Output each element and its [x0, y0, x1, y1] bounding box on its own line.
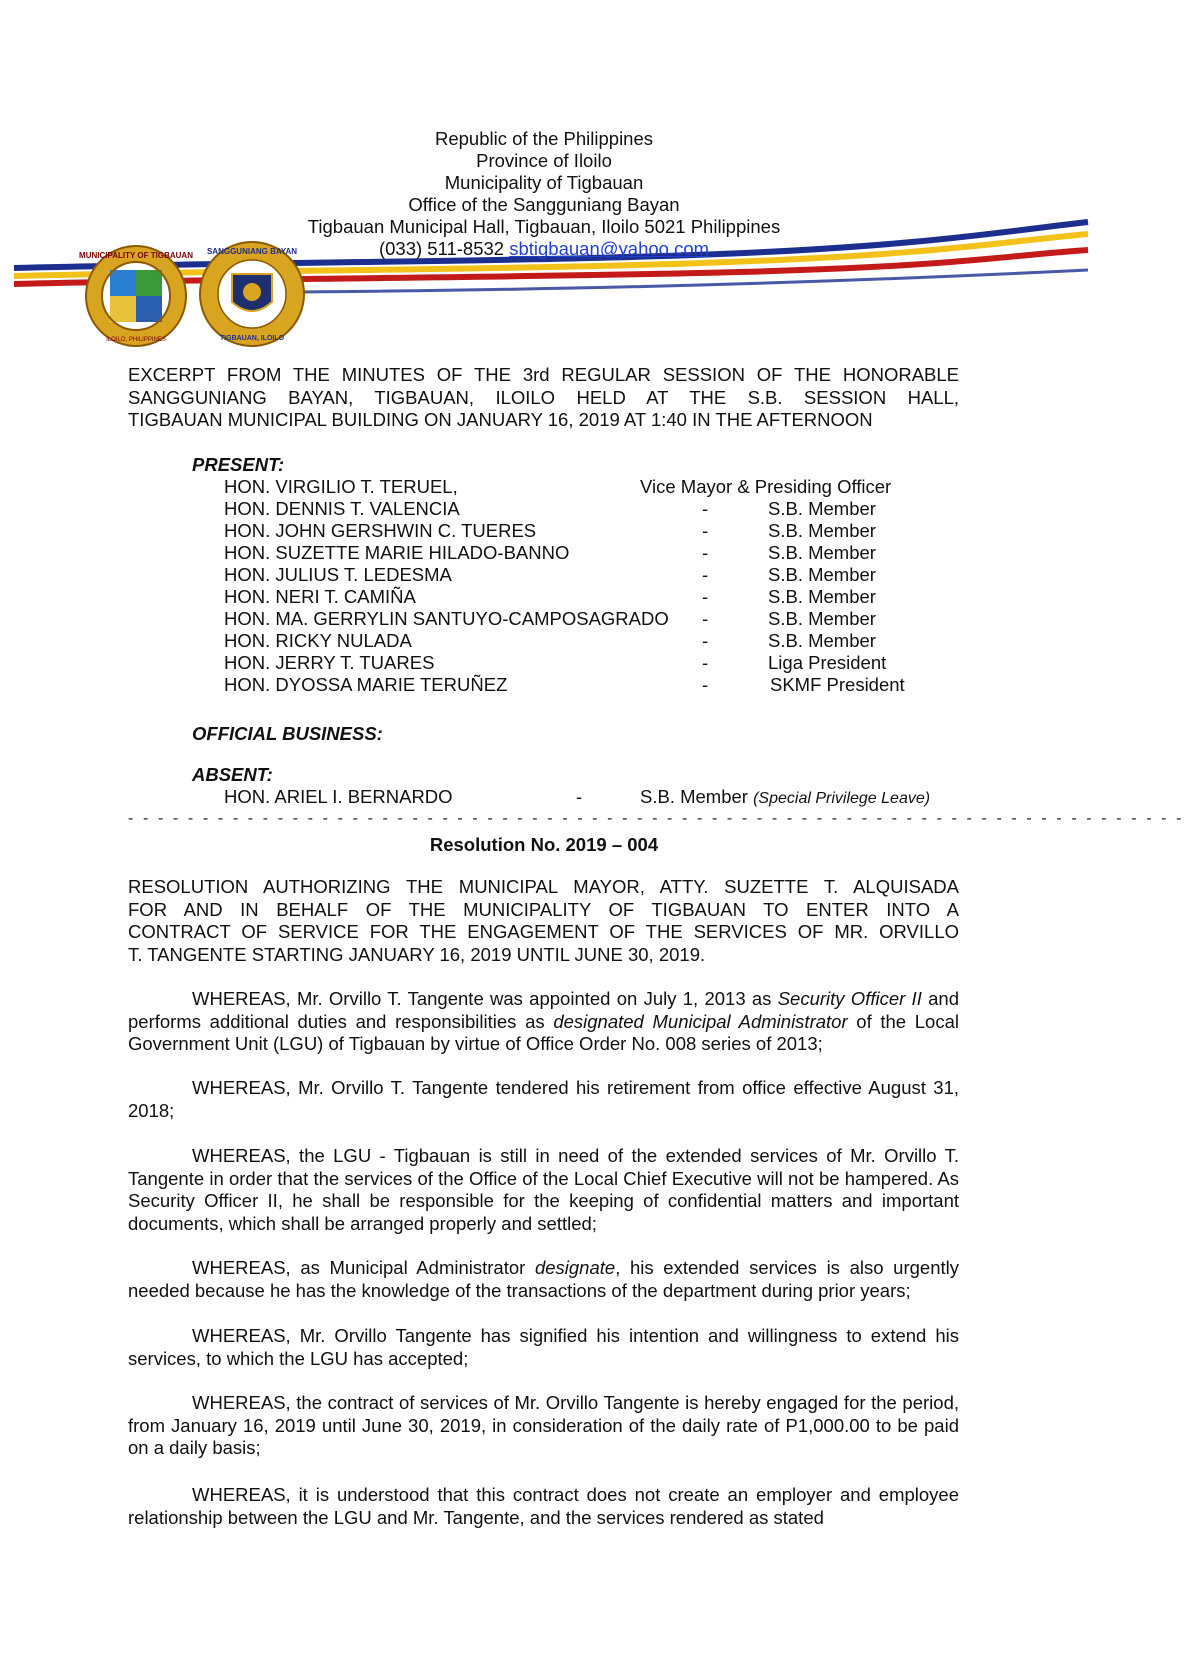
svg-text:TIGBAUAN, ILOILO: TIGBAUAN, ILOILO	[219, 335, 285, 342]
attendee-role: S.B. Member	[768, 520, 876, 541]
whereas-paragraph	[128, 1257, 959, 1302]
attendee-row	[224, 542, 984, 564]
header-contact	[0, 238, 1088, 260]
attendee-dash: -	[702, 564, 709, 585]
attendee-row	[224, 652, 984, 674]
attendee-row	[224, 520, 984, 542]
attendee-role: Vice Mayor & Presiding Officer	[640, 476, 892, 497]
absent-name: HON. ARIEL I. BERNARDO	[224, 786, 453, 807]
attendee-dash: -	[702, 498, 709, 519]
attendee-row	[224, 564, 984, 586]
resolution-title-line: CONTRACT OF SERVICE FOR THE ENGAGEMENT OF THE SERVICES OF MR. ORVILLO	[128, 921, 959, 942]
svg-text:SANGGUNIANG BAYAN: SANGGUNIANG BAYAN	[206, 247, 298, 256]
attendee-role: S.B. Member	[768, 498, 876, 519]
attendee-row	[224, 498, 984, 520]
attendee-role: S.B. Member	[768, 608, 876, 629]
header-address: Tigbauan Municipal Hall, Tigbauan, Iloilo 5021 Philippines	[307, 216, 781, 237]
whereas-text: and performs additional duties and responsibilities as	[128, 988, 959, 1032]
attendee-name: HON. DYOSSA MARIE TERUÑEZ	[224, 674, 508, 695]
absent-dash: -	[576, 786, 583, 807]
attendee-name: HON. DENNIS T. VALENCIA	[224, 498, 460, 519]
whereas-paragraph: WHEREAS, Mr. Orvillo Tangente has signified his intention and willingness to extend his services, to which the LGU has accepted;	[128, 1325, 959, 1369]
whereas-text: , his extended services is also urgently needed because he has the knowledge of the transactions of the department during prior years;	[128, 1257, 959, 1301]
whereas-paragraph: WHEREAS, the contract of services of Mr. Orvillo Tangente is hereby engaged for the period, from January 16, 2019 until June 30, 2019, in consideration of the daily rate of P1,000.00 to be paid on a daily basis;	[128, 1392, 959, 1458]
attendee-dash: -	[702, 608, 709, 629]
resolution-title-line: RESOLUTION AUTHORIZING THE MUNICIPAL MAYOR, ATTY. SUZETTE T. ALQUISADA	[128, 876, 959, 897]
whereas-paragraph: WHEREAS, it is understood that this contract does not create an employer and employee relationship between the LGU and Mr. Tangente, and the services rendered as stated	[128, 1484, 959, 1528]
attendee-dash: -	[702, 542, 709, 563]
attendee-name: HON. JERRY T. TUARES	[224, 652, 435, 673]
absent-role-text: S.B. Member	[640, 786, 748, 807]
attendee-role: S.B. Member	[768, 630, 876, 651]
whereas-text: WHEREAS, Mr. Orvillo T. Tangente was appointed on July 1, 2013 as	[192, 988, 778, 1009]
attendee-role: SKMF President	[770, 674, 905, 695]
whereas-text: WHEREAS, as Municipal Administrator	[192, 1257, 535, 1278]
attendee-dash: -	[702, 652, 709, 673]
absent-label: ABSENT:	[192, 764, 273, 785]
absent-role	[640, 786, 930, 810]
excerpt-heading	[128, 364, 959, 432]
excerpt-line: TIGBAUAN MUNICIPAL BUILDING ON JANUARY 16, 2019 AT 1:40 IN THE AFTERNOON	[128, 409, 873, 430]
svg-text:MUNICIPALITY OF TIGBAUAN: MUNICIPALITY OF TIGBAUAN	[79, 251, 193, 260]
header-email-link[interactable]: sbtigbauan@yahoo.com	[509, 238, 710, 259]
resolution-number: Resolution No. 2019 – 004	[429, 834, 659, 855]
svg-text:ILOILO, PHILIPPINES: ILOILO, PHILIPPINES	[106, 337, 166, 343]
separator-line: - - - - - - - - - - - - - - - - - - - - - - - - - - - - - - - - - - - - - - - - - - - - - - - - - - - - - - - - - - - - - - - - - - - - - - -	[128, 810, 1184, 827]
attendee-dash: -	[702, 586, 709, 607]
resolution-title-line: FOR AND IN BEHALF OF THE MUNICIPALITY OF TIGBAUAN TO ENTER INTO A	[128, 898, 959, 920]
attendee-dash: -	[702, 520, 709, 541]
excerpt-line: EXCERPT FROM THE MINUTES OF THE 3rd REGULAR SESSION OF THE HONORABLE	[128, 364, 959, 385]
attendee-dash: -	[702, 674, 709, 695]
header-office: Office of the Sangguniang Bayan	[408, 194, 680, 215]
attendee-name: HON. JULIUS T. LEDESMA	[224, 564, 452, 585]
attendee-name: HON. VIRGILIO T. TERUEL,	[224, 476, 458, 497]
whereas-paragraph: WHEREAS, Mr. Orvillo T. Tangente tendered his retirement from office effective August 31, 2018;	[128, 1077, 959, 1121]
absent-note: (Special Privilege Leave)	[753, 790, 931, 807]
attendee-name: HON. JOHN GERSHWIN C. TUERES	[224, 520, 537, 541]
present-label: PRESENT:	[192, 454, 285, 475]
whereas-text: of the Local Government Unit (LGU) of Tigbauan by virtue of Office Order No. 008 series of 2013;	[128, 1010, 959, 1054]
whereas-italic: designate	[534, 1257, 616, 1278]
attendee-role: S.B. Member	[768, 586, 876, 607]
official-business-label: OFFICIAL BUSINESS:	[192, 723, 383, 744]
attendee-role: S.B. Member	[768, 564, 876, 585]
attendee-name: HON. NERI T. CAMIÑA	[224, 586, 416, 607]
whereas-paragraph: WHEREAS, the LGU - Tigbauan is still in need of the extended services of Mr. Orvillo T. Tangente in order that the services of the Office of the Local Chief Executive will not be hampered. As Security Officer II, he shall be responsible for the keeping of confidential matters and important documents, which shall be arranged properly and settled;	[128, 1145, 959, 1234]
attendee-name: HON. RICKY NULADA	[224, 630, 412, 651]
header-province: Province of Iloilo	[476, 150, 612, 171]
excerpt-line: SANGGUNIANG BAYAN, TIGBAUAN, ILOILO HELD AT THE S.B. SESSION HALL,	[128, 386, 959, 408]
whereas-paragraph	[128, 988, 959, 1056]
header-phone: (033) 511-8532	[378, 238, 505, 259]
attendee-row	[224, 586, 984, 608]
attendee-role: S.B. Member	[768, 542, 876, 563]
absent-row	[224, 786, 984, 808]
attendee-dash: -	[702, 630, 709, 651]
attendee-row	[224, 630, 984, 652]
resolution-title	[128, 876, 959, 966]
header-municipality: Municipality of Tigbauan	[444, 172, 644, 193]
attendee-row	[224, 674, 984, 696]
attendee-role: Liga President	[768, 652, 887, 673]
attendee-row	[224, 608, 984, 630]
header-republic: Republic of the Philippines	[434, 128, 654, 149]
whereas-italic: designated Municipal Administrator	[553, 1010, 848, 1032]
attendee-name: HON. SUZETTE MARIE HILADO-BANNO	[224, 542, 570, 563]
attendee-name: HON. MA. GERRYLIN SANTUYO-CAMPOSAGRADO	[224, 608, 669, 629]
whereas-italic: Security Officer II	[777, 988, 922, 1009]
resolution-title-line: T. TANGENTE STARTING JANUARY 16, 2019 UNTIL JUNE 30, 2019.	[128, 943, 706, 965]
